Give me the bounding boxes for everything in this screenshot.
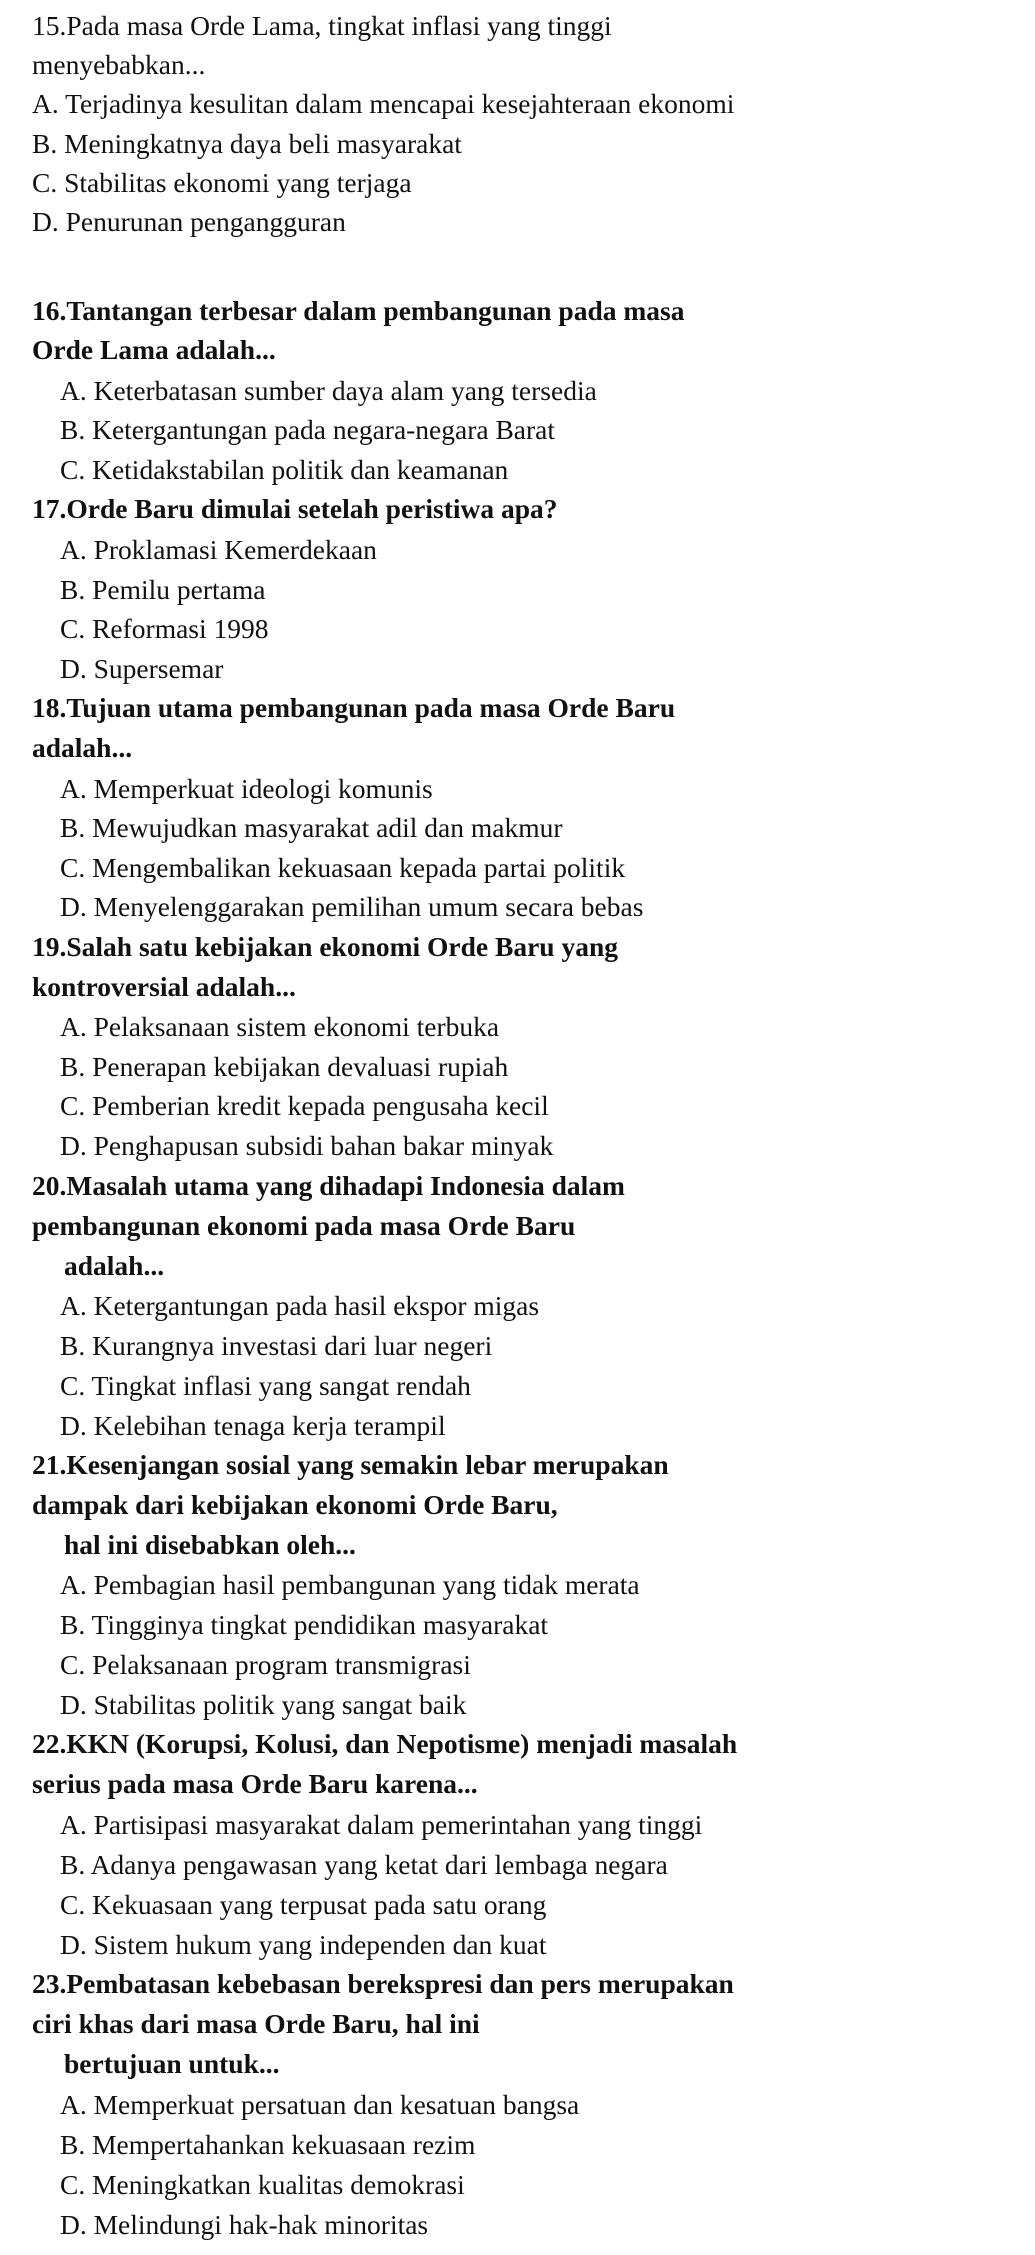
- question-20-line-2: pembangunan ekonomi pada masa Orde Baru: [32, 1210, 576, 1241]
- question-19-line-2: kontroversial adalah...: [32, 971, 296, 1002]
- question-17-option-d: D. Supersemar: [60, 653, 224, 684]
- question-21-option-d: D. Stabilitas politik yang sangat baik: [60, 1689, 467, 1720]
- question-20-option-b: B. Kurangnya investasi dari luar negeri: [60, 1330, 493, 1361]
- question-18-line-2: adalah...: [32, 732, 133, 763]
- question-21-line-3: hal ini disebabkan oleh...: [64, 1529, 356, 1560]
- question-21-line-1: 21.Kesenjangan sosial yang semakin lebar merupakan: [32, 1449, 669, 1480]
- question-16-line-1: 16.Tantangan terbesar dalam pembangunan pada masa: [32, 295, 685, 326]
- question-20-option-a: A. Ketergantungan pada hasil ekspor migas: [60, 1290, 540, 1321]
- question-22-option-b: B. Adanya pengawasan yang ketat dari lembaga negara: [60, 1849, 668, 1880]
- question-17-option-c: C. Reformasi 1998: [60, 613, 269, 644]
- question-21-option-b: B. Tingginya tingkat pendidikan masyarakat: [60, 1609, 549, 1640]
- question-22-option-a: A. Partisipasi masyarakat dalam pemerintahan yang tinggi: [60, 1809, 703, 1840]
- question-17-option-a: A. Proklamasi Kemerdekaan: [60, 534, 377, 565]
- question-20-option-d: D. Kelebihan tenaga kerja terampil: [60, 1410, 446, 1441]
- question-22-line-1: 22.KKN (Korupsi, Kolusi, dan Nepotisme) menjadi masalah: [32, 1728, 738, 1759]
- question-23-option-d: D. Melindungi hak-hak minoritas: [60, 2209, 429, 2240]
- question-18-line-1: 18.Tujuan utama pembangunan pada masa Orde Baru: [32, 692, 676, 723]
- question-19-option-a: A. Pelaksanaan sistem ekonomi terbuka: [60, 1011, 500, 1042]
- question-15-option-d: D. Penurunan pengangguran: [32, 206, 346, 237]
- question-15-option-c: C. Stabilitas ekonomi yang terjaga: [32, 167, 412, 198]
- question-16-option-b: B. Ketergantungan pada negara-negara Barat: [60, 414, 556, 445]
- question-21-line-2: dampak dari kebijakan ekonomi Orde Baru,: [32, 1489, 558, 1520]
- question-20-option-c: C. Tingkat inflasi yang sangat rendah: [60, 1370, 471, 1401]
- question-18-option-a: A. Memperkuat ideologi komunis: [60, 773, 433, 804]
- question-18-option-b: B. Mewujudkan masyarakat adil dan makmur: [60, 812, 563, 843]
- question-17-option-b: B. Pemilu pertama: [60, 574, 266, 605]
- question-21-option-c: C. Pelaksanaan program transmigrasi: [60, 1649, 471, 1680]
- question-23-line-1: 23.Pembatasan kebebasan berekspresi dan pers merupakan: [32, 1968, 734, 1999]
- question-15-option-b: B. Meningkatnya daya beli masyarakat: [32, 128, 462, 159]
- question-18-option-c: C. Mengembalikan kekuasaan kepada partai politik: [60, 852, 626, 883]
- question-19-option-d: D. Penghapusan subsidi bahan bakar minyak: [60, 1130, 554, 1161]
- question-16-option-c: C. Ketidakstabilan politik dan keamanan: [60, 454, 509, 485]
- question-17-line-1: 17.Orde Baru dimulai setelah peristiwa apa?: [32, 493, 558, 524]
- question-23-option-a: A. Memperkuat persatuan dan kesatuan bangsa: [60, 2089, 580, 2120]
- question-16-line-2: Orde Lama adalah...: [32, 334, 276, 365]
- question-19-option-c: C. Pemberian kredit kepada pengusaha kecil: [60, 1090, 549, 1121]
- question-20-line-1: 20.Masalah utama yang dihadapi Indonesia dalam: [32, 1170, 625, 1201]
- question-22-option-d: D. Sistem hukum yang independen dan kuat: [60, 1929, 547, 1960]
- question-23-option-c: C. Meningkatkan kualitas demokrasi: [60, 2169, 465, 2200]
- question-21-option-a: A. Pembagian hasil pembangunan yang tidak merata: [60, 1569, 640, 1600]
- question-16-option-a: A. Keterbatasan sumber daya alam yang tersedia: [60, 375, 597, 406]
- question-19-option-b: B. Penerapan kebijakan devaluasi rupiah: [60, 1051, 509, 1082]
- question-19-line-1: 19.Salah satu kebijakan ekonomi Orde Baru yang: [32, 931, 619, 962]
- question-23-line-3: bertujuan untuk...: [64, 2048, 280, 2079]
- question-23-line-2: ciri khas dari masa Orde Baru, hal ini: [32, 2008, 480, 2039]
- question-18-option-d: D. Menyelenggarakan pemilihan umum secara bebas: [60, 891, 644, 922]
- question-15-line-2: menyebabkan...: [32, 49, 206, 80]
- question-22-line-2: serius pada masa Orde Baru karena...: [32, 1768, 478, 1799]
- question-22-option-c: C. Kekuasaan yang terpusat pada satu orang: [60, 1889, 547, 1920]
- question-20-line-3: adalah...: [64, 1250, 165, 1281]
- question-15-option-a: A. Terjadinya kesulitan dalam mencapai kesejahteraan ekonomi: [32, 88, 735, 119]
- question-15-line-1: 15.Pada masa Orde Lama, tingkat inflasi yang tinggi: [32, 10, 612, 41]
- question-23-option-b: B. Mempertahankan kekuasaan rezim: [60, 2129, 476, 2160]
